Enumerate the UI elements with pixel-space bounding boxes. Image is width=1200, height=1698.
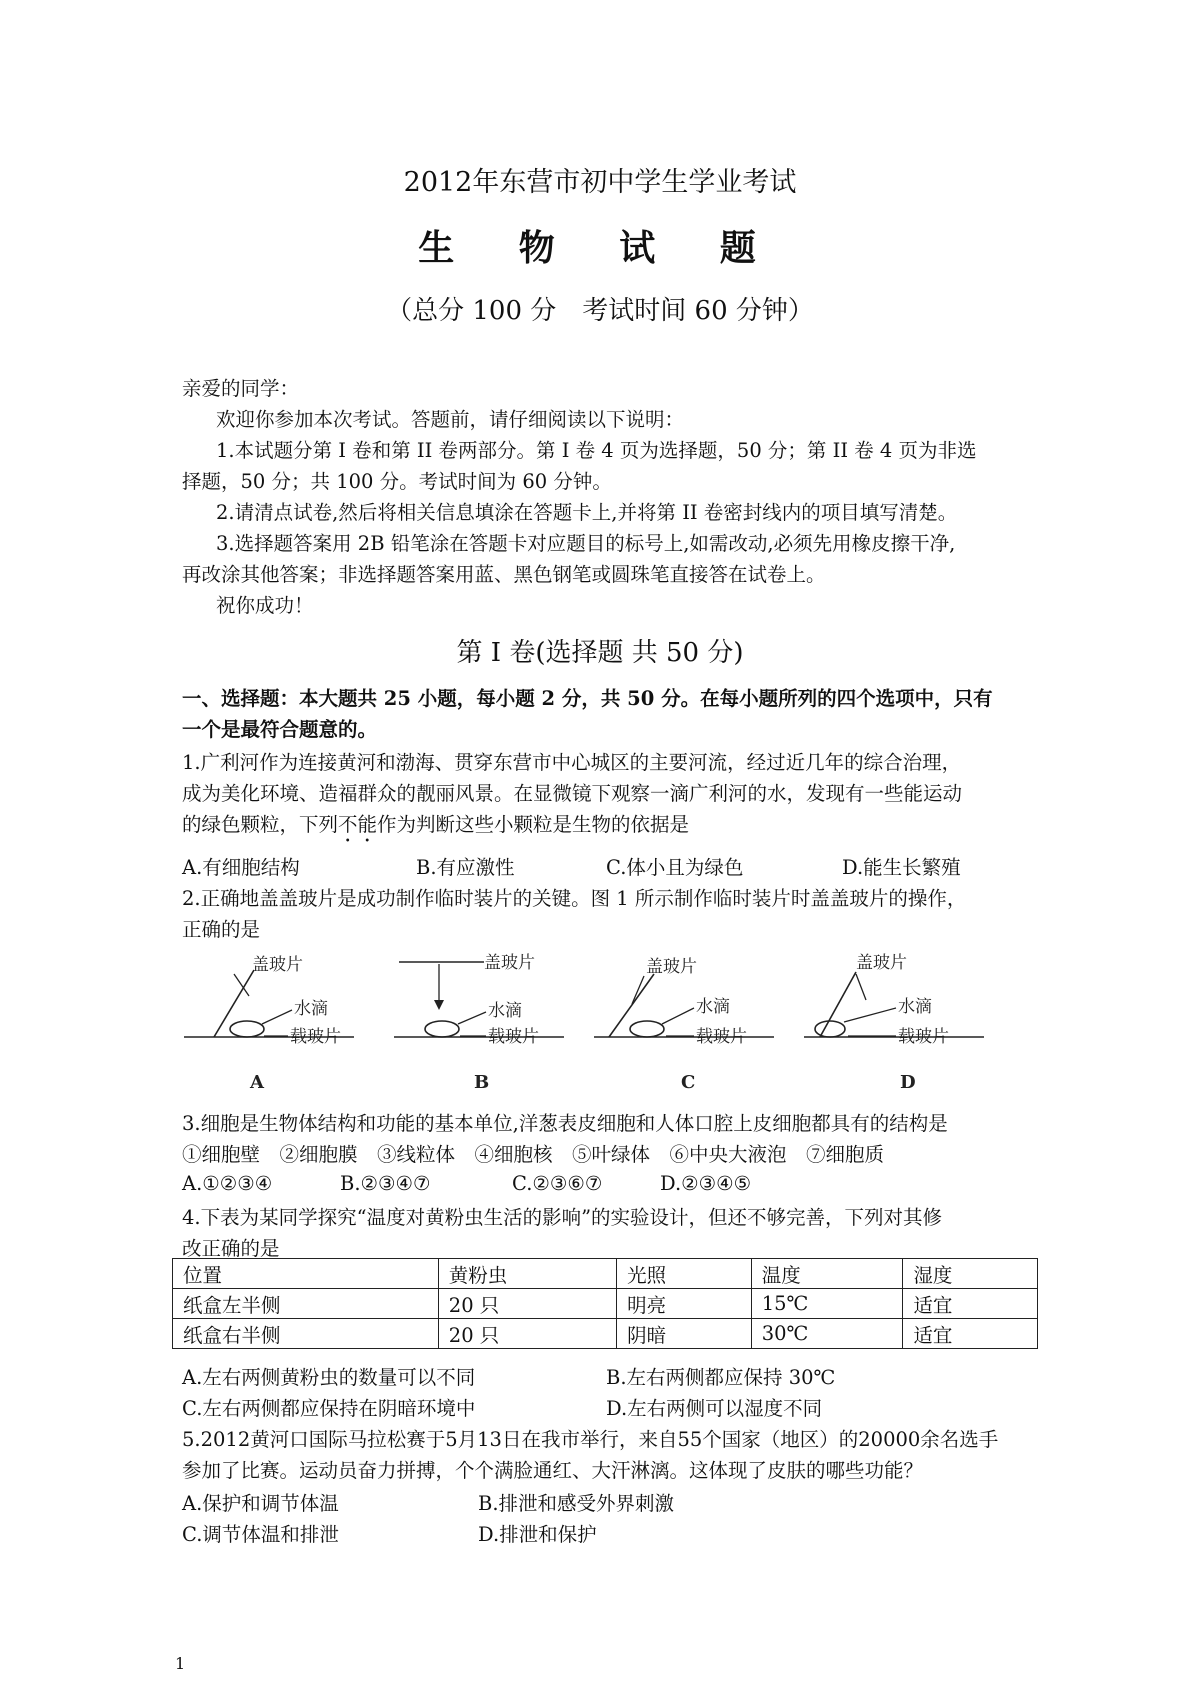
label-slide: 载玻片: [898, 1027, 949, 1047]
panel-label-c: C: [681, 1072, 696, 1093]
label-slide: 载玻片: [696, 1027, 747, 1047]
label-drop: 水滴: [294, 999, 328, 1019]
q5-line1: 5.2012黄河口国际马拉松赛于5月13日在我市举行，来自55个国家（地区）的20000余名选手: [182, 1428, 999, 1451]
q1-line3-post: 作为判断这些小颗粒是生物的依据是: [377, 813, 690, 836]
table-header-row: [173, 1259, 1038, 1289]
table-cell: 阴暗: [617, 1319, 752, 1349]
q3-line1: 3.细胞是生物体结构和功能的基本单位,洋葱表皮细胞和人体口腔上皮细胞都具有的结构是: [182, 1112, 948, 1135]
q3-option-b: B.②③④⑦: [340, 1172, 431, 1195]
q1-line3-pre: 的绿色颗粒，下列: [182, 813, 339, 836]
table-header: 黄粉虫: [438, 1259, 616, 1289]
q2-line2: 正确的是: [182, 918, 261, 941]
table-cell: 明亮: [617, 1289, 752, 1319]
panel-c: [594, 957, 774, 1093]
q1-option-c: C.体小且为绿色: [606, 856, 744, 879]
label-drop: 水滴: [488, 1001, 522, 1021]
q5-option-a: A.保护和调节体温: [182, 1492, 339, 1515]
experiment-table: [172, 1258, 1038, 1349]
label-cover: 盖玻片: [484, 953, 535, 973]
q1-line2: 成为美化环境、造福群众的靓丽风景。在显微镜下观察一滴广利河的水，发现有一些能运动: [182, 782, 963, 805]
label-slide: 载玻片: [290, 1027, 341, 1047]
label-cover: 盖玻片: [252, 955, 303, 975]
q1-option-d: D.能生长繁殖: [842, 856, 961, 879]
q1-option-b: B.有应激性: [416, 856, 515, 879]
q3-option-c: C.②③⑥⑦: [512, 1172, 603, 1195]
q1-line1: 1.广利河作为连接黄河和渤海、贯穿东营市中心城区的主要河流，经过近几年的综合治理，: [182, 751, 962, 774]
table-cell: 15℃: [751, 1289, 903, 1319]
section-instructions-b: 一个是最符合题意的。: [182, 718, 378, 741]
page-number: 1: [175, 1654, 186, 1673]
panel-label-b: B: [474, 1072, 490, 1093]
welcome-text: 欢迎你参加本次考试。答题前，请仔细阅读以下说明：: [216, 408, 685, 431]
q4-line1: 4.下表为某同学探究“温度对黄粉虫生活的影响”的实验设计，但还不够完善，下列对其修: [182, 1206, 943, 1229]
section-instructions-a: 一、选择题：本大题共 25 小题，每小题 2 分，共 50 分。在每小题所列的四个选项中，只有: [182, 687, 993, 710]
q1-emphasis: 不能: [338, 813, 378, 836]
panel-a: [184, 955, 354, 1093]
exam-info: （总分 100 分 考试时间 60 分钟）: [386, 296, 814, 326]
q4-option-d: D.左右两侧可以湿度不同: [606, 1397, 823, 1420]
table-cell: 适宜: [903, 1319, 1038, 1349]
table-row: [173, 1319, 1038, 1349]
exam-title: 2012年东营市初中学生学业考试: [403, 167, 797, 198]
q5-option-c: C.调节体温和排泄: [182, 1523, 339, 1546]
panel-label-a: A: [250, 1072, 264, 1093]
q4-option-a: A.左右两侧黄粉虫的数量可以不同: [182, 1366, 476, 1389]
q1-line3: [182, 809, 689, 847]
table-cell: 纸盒左半侧: [173, 1289, 439, 1319]
q5-option-b: B.排泄和感受外界刺激: [478, 1492, 675, 1515]
q2-line1: 2.正确地盖盖玻片是成功制作临时装片的关键。图 1 所示制作临时装片时盖盖玻片的操作，: [182, 887, 967, 910]
panel-b: [394, 953, 564, 1093]
instruction-3b: 再改涂其他答案；非选择题答案用蓝、黑色钢笔或圆珠笔直接答在试卷上。: [182, 563, 826, 586]
closing-text: 祝你成功！: [216, 594, 314, 617]
instruction-1a: 1.本试题分第 I 卷和第 II 卷两部分。第 I 卷 4 页为选择题，50 分；第 II 卷 4 页为非选: [216, 439, 977, 462]
instruction-3a: 3.选择题答案用 2B 铅笔涂在答题卡对应题目的标号上,如需改动,必须先用橡皮擦干净,: [216, 532, 956, 555]
instruction-1b: 择题，50 分；共 100 分。考试时间为 60 分钟。: [182, 470, 612, 493]
table-cell: 20 只: [438, 1319, 616, 1349]
section-title: 第 I 卷(选择题 共 50 分): [456, 638, 744, 668]
table-cell: 纸盒右半侧: [173, 1319, 439, 1349]
table-header: 温度: [751, 1259, 903, 1289]
instruction-2: 2.请清点试卷,然后将相关信息填涂在答题卡上,并将第 II 卷密封线内的项目填写清楚。: [216, 501, 958, 524]
table-header: 位置: [173, 1259, 439, 1289]
coverslip-figure: [184, 952, 1032, 1102]
table-cell: 20 只: [438, 1289, 616, 1319]
label-drop: 水滴: [898, 997, 932, 1017]
table-header: 光照: [617, 1259, 752, 1289]
q3-option-d: D.②③④⑤: [660, 1172, 752, 1195]
panel-d: [804, 953, 984, 1093]
label-slide: 载玻片: [488, 1027, 539, 1047]
q1-option-a: A.有细胞结构: [182, 856, 300, 879]
panel-label-d: D: [900, 1072, 916, 1093]
label-drop: 水滴: [696, 997, 730, 1017]
subject-title: 生 物 试 题: [418, 227, 782, 269]
label-cover: 盖玻片: [856, 953, 907, 973]
q3-option-a: A.①②③④: [182, 1172, 273, 1195]
table-cell: 30℃: [751, 1319, 903, 1349]
q4-option-c: C.左右两侧都应保持在阴暗环境中: [182, 1397, 476, 1420]
label-cover: 盖玻片: [646, 957, 697, 977]
q5-option-d: D.排泄和保护: [478, 1523, 597, 1546]
table-row: [173, 1289, 1038, 1319]
table-cell: 适宜: [903, 1289, 1038, 1319]
q4-option-b: B.左右两侧都应保持 30℃: [606, 1366, 836, 1389]
q3-line2: ①细胞壁 ②细胞膜 ③线粒体 ④细胞核 ⑤叶绿体 ⑥中央大液泡 ⑦细胞质: [182, 1143, 885, 1166]
table-header: 湿度: [903, 1259, 1038, 1289]
q5-line2: 参加了比赛。运动员奋力拼搏，个个满脸通红、大汗淋漓。这体现了皮肤的哪些功能？: [182, 1459, 924, 1482]
greeting: 亲爱的同学：: [182, 377, 300, 400]
q4-line2: 改正确的是: [182, 1237, 280, 1260]
